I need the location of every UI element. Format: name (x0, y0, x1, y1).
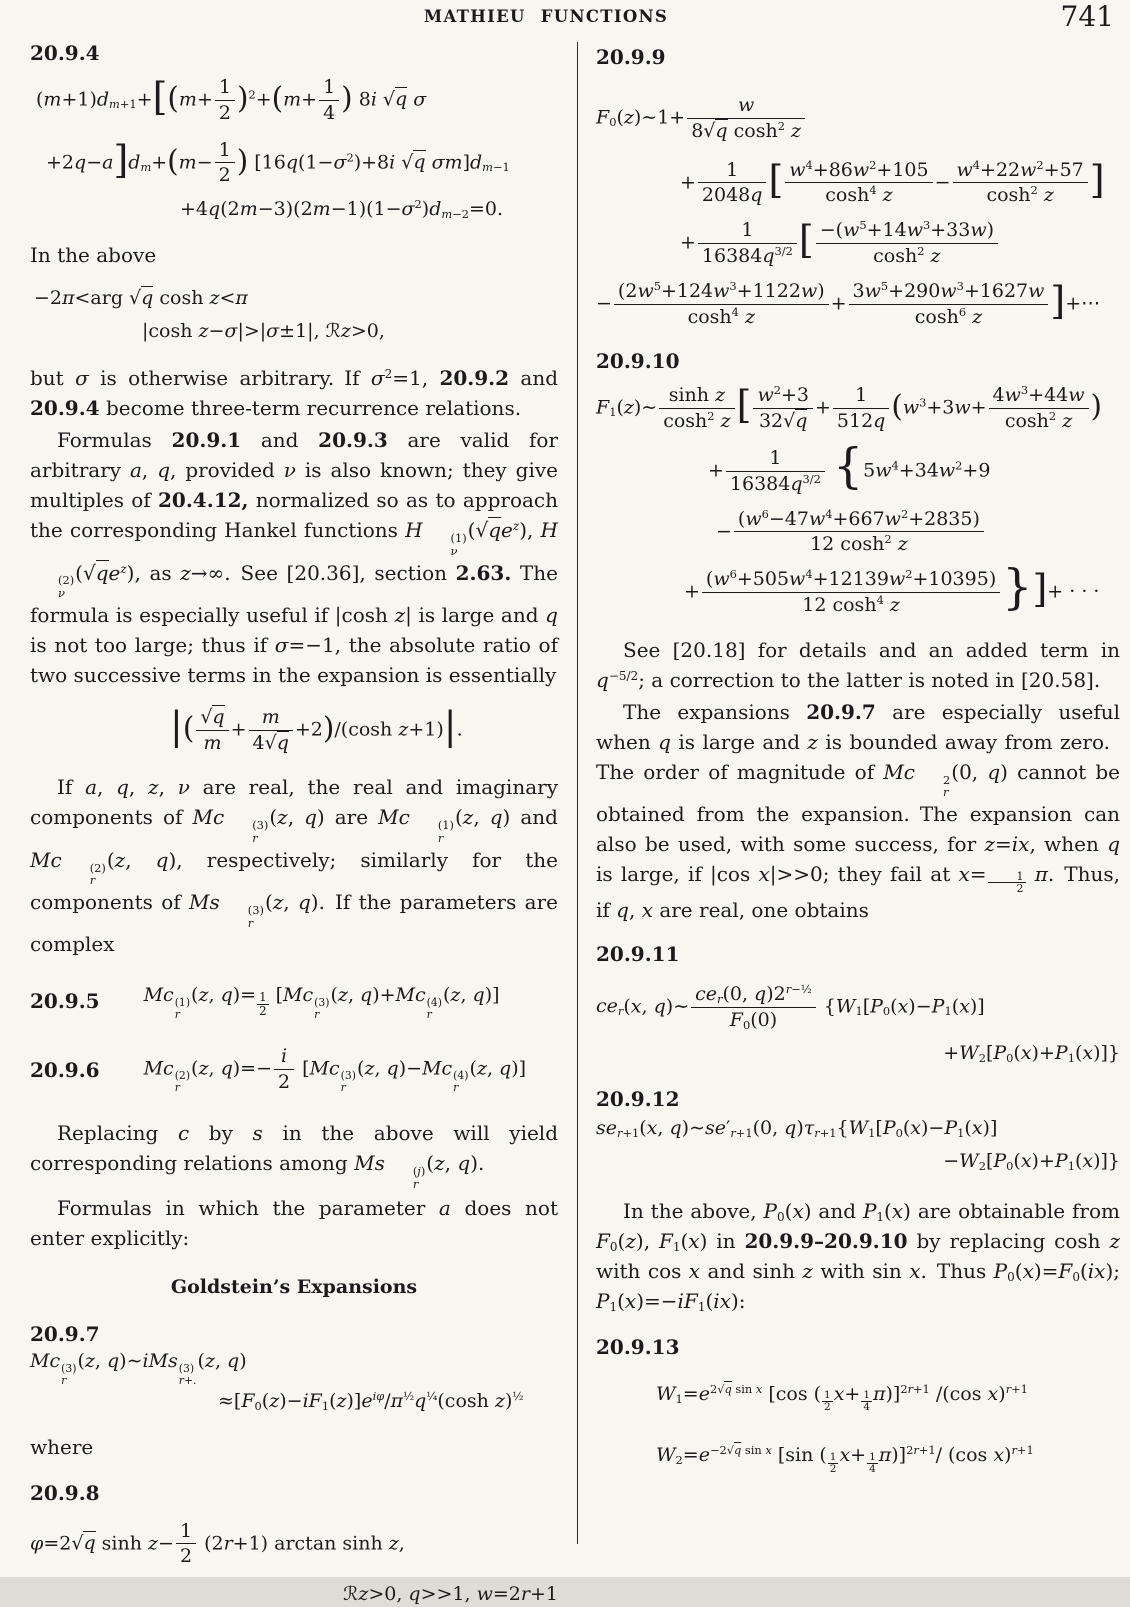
para-expansions-useful: The expansions 20.9.7 are especially useful when q is large and z is bounded away from zero. The order of magnitude of Mc 2 r (0, q) cannot be obtained from the expansion. The expansion can also be used, with some success, for z=ix, when q is large, if |cos x|>>0; they fail at x= $\frac{1}{2}$ π. Thus, if q, x are real, one obtains (596, 699, 1121, 922)
para-in-the-above: In the above, $P_0(x)$ and $P_1(x)$ are obtainable from $F_0(z)$, $F_1(x)$ in 20.9.9–20.9.10 by replacing cosh z with cos x and sinh z with sin x. Thus $P_0(x)=F_0(ix)$; $P_1(x)=-iF_1(ix)$: (596, 1198, 1121, 1314)
eq-20-9-8-line2: ℛz>0, q>>1, w=2r+1 (343, 1583, 558, 1606)
eq-20-9-12-line1: $se_{r+1}(x$, $q)\sim se'_{r+1}(0$, $q)\tau_{r+1}\{W_1[P_0(x)-P_1(x)]$ (596, 1117, 998, 1140)
eq-label-20-9-12: 20.9.12 (596, 1087, 680, 1112)
eq-20-9-10-line2: + $\frac{1}{16384q^{3/2}}$ {$5w^4+34w^2+9$ (708, 438, 991, 495)
eq-20-9-7-line2: $\approx[F_0(z)-iF_1(z)]e^{i\varphi}/\pi^{\frac{1}{2}}q^{\frac{1}{4}}(\cosh$ z)$^{\frac{1}{2}}$ (218, 1389, 524, 1413)
eq-label-20-9-11: 20.9.11 (596, 941, 680, 966)
para-sigma-arbitrary: but σ is otherwise arbitrary. If $\sigma^2=1$, 20.9.2 and 20.9.4 become three-term recurrence relations. (30, 366, 559, 421)
column-divider-rule (577, 42, 578, 1544)
eq-20-9-11-line1: $ce_r(x$, q)∼ $ce_r(0$, $q)2^{r-\frac{1}{2}}$ $F_0(0)$ {$W_1[P_0(x)-P_1(x)]$ (596, 982, 985, 1032)
para-see-2018: See [20.18] for details and an added term in $q^{-5/2}$; a correction to the latter is noted in [20.58]. (596, 637, 1120, 692)
eq-label-20-9-9: 20.9.9 (596, 45, 666, 69)
eq-label-20-9-10: 20.9.10 (596, 349, 680, 374)
eq-20-9-9-line4: − $\frac{(2w^5+124w^3+1122w)}{\cosh^4 z}$ + $\frac{3w^5+290w^3+1627w}{\cosh^6 z}$ ]+⋯ (596, 278, 1101, 328)
eq-20-9-4-line3: $+4q(2m-3)(2m-1)(1-\sigma^2)d_{m-2}=0$. (180, 197, 504, 222)
eq-20-9-13-line2: $W_2=e^{-2√q sin x}$ [sin ( $\frac{1}{2}$ x+ $\frac{1}{4}$ π)]$^{2r+1}$/ (cos x)$^{r+1}$ (656, 1443, 1034, 1475)
text-where: where (30, 1434, 94, 1459)
left-column (30, 38, 558, 1607)
eq-20-9-9-line2: + $\frac{1}{2048q}$ [ $\frac{w^4+86w^2+105}{\cosh^4 z}$ − $\frac{w^4+22w^2+57}{\cosh^2 z}$ ] (680, 157, 1105, 207)
eq-20-9-9-line3: + $\frac{1}{16384q^{3/2}}$ [ $\frac{-(w^5+14w^3+33w)}{\cosh^2 z}$ (680, 219, 1120, 268)
eq-20-9-9-line1: $F_0(z)\sim 1+$ $\frac{w}{8√q \cosh^2 z}$ (596, 94, 1120, 143)
para-replacing-c: Replacing c by s in the above will yield corresponding relations among Ms (j) r (z, q). (30, 1121, 558, 1191)
para-formulas-valid: Formulas 20.9.1 and 20.9.3 are valid for arbitrary a, q, provided ν is also known; they give multiples of 20.4.12, normalized so as to approach the corresponding Hankel functions H (1) ν $(√qe^z)$, H (2) ν $(√qe^z)$, as z→∞. See [20.36], section 2.63. The formula is especially useful if |cosh z| is large and q is not too large; thus if σ=−1, the absolute ratio of two successive terms in the expansion is essentially (30, 428, 559, 687)
eq-20-9-4-line1: $(m+1)d_{m+1}+[(m+$ $\frac{1}{2}$ )$^2$+(m+ $\frac{1}{4}$ ) 8i √q σ (36, 74, 427, 124)
eq-20-9-13-line1: $W_1=e^{2√q sin x}$ [cos ( $\frac{1}{2}$ x+ $\frac{1}{4}$ π)]$^{2r+1}$ /(cos x)$^{r+1}$ (656, 1381, 1028, 1414)
eq-20-9-7-line1: Mc (3) r (z, q)∼iMs (3) r+. (z, q) (30, 1350, 247, 1387)
eq-20-9-5: 20.9.5 Mc (1) r (z, q)= $\frac{1}{2}$ [Mc (3) r (z, q)+Mc (4) r (z, q)] (30, 984, 500, 1022)
eq-20-9-6: 20.9.6 Mc (2) r (z, q)=− $\frac{i}{2}$ [Mc (3) r (z, q)−Mc (4) r (z, q)] (30, 1045, 527, 1095)
eq-20-9-10-line4: + $\frac{(w^6+505w^4+12139w^2+10395)}{12 \cosh^4 z}$ }]+ · · · (684, 560, 1100, 616)
right-column (596, 38, 1120, 1475)
eq-label-20-9-13: 20.9.13 (596, 1334, 680, 1359)
para-formulas-no-a: Formulas in which the parameter a does not enter explicitly: (30, 1195, 558, 1250)
page-number: 741 (1060, 0, 1114, 33)
eq-20-9-4-line2: $+2q-a]d_m+(m-$ $\frac{1}{2}$ ) [$16q(1-\sigma^2)+8i$ √q $\sigma m]d_{m-1}$ (46, 137, 510, 187)
eq-20-9-10-line3: − $\frac{(w^6-47w^4+667w^2+2835)}{12 \cosh^2 z}$ (716, 508, 1120, 557)
eq-label-20-9-8: 20.9.8 (30, 1480, 100, 1505)
eq-20-9-11-line2: $+W_2[P_0(x)+P_1(x)]$} (943, 1042, 1120, 1066)
para-real-components: If a, q, z, ν are real, the real and imaginary components of Mc (3) r (z, q) are Mc (1) r (z, q) and Mc (2) r (z, q), respectively; similarly for the components of Ms (3) r (z, q). If the parameters are complex (30, 775, 559, 957)
running-head: MATHIEU FUNCTIONS (423, 7, 669, 26)
eq-label-20-9-4: 20.9.4 (30, 41, 100, 65)
eq-label-20-9-7: 20.9.7 (30, 1322, 100, 1347)
eq-20-9-12-line2: $-W_2[P_0(x)+P_1(x)]$} (943, 1149, 1120, 1173)
eq-20-9-10-line1: $F_1(z)\sim$ $\frac{\text{sinh z}}{\cosh^2 z}$ [ $\frac{w^2+3}{32√q}$ + $\frac{1}{512q}$ ($w^3+3w+$ $\frac{4w^3+44w}{\cosh^2 z}$ ) (596, 383, 1103, 433)
heading-goldstein: Goldstein’s Expansions (170, 1275, 418, 1298)
text-in-the-above: In the above (30, 242, 157, 267)
eq-arg-condition: −2π<arg √q cosh z<π (34, 286, 248, 309)
eq-20-9-8-line1: φ=2√q sinh z− $\frac{1}{2}$ (2r+1) arctan sinh z, (30, 1519, 405, 1568)
eq-ratio: |( $\frac{√q}{m}$ + $\frac{m}{4√q}$ +2)/(cosh z+1)|. (170, 703, 463, 754)
eq-cosh-condition: |cosh z−σ|>|σ±1|, ℛz>0, (142, 319, 385, 342)
